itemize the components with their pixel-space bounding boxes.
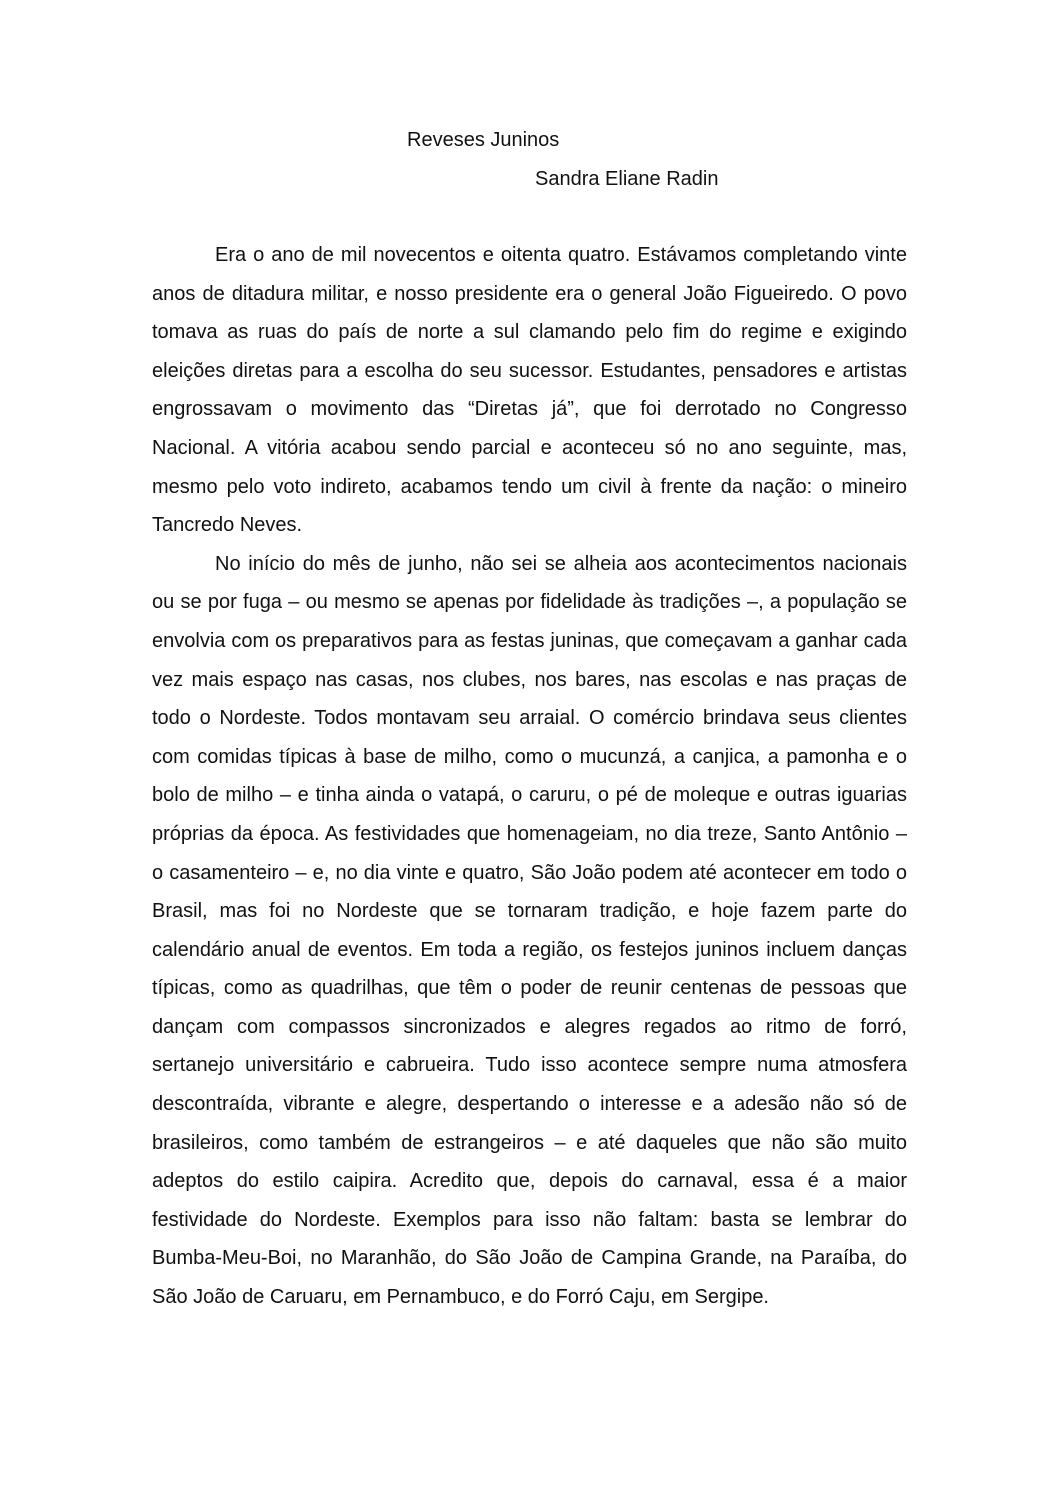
document-author: Sandra Eliane Radin [535,168,719,190]
paragraph-2: No início do mês de junho, não sei se alheia aos acontecimentos nacionais ou se por fuga – ou mesmo se apenas por fidelidade às tradições –, a população se envolvia com os preparativos para as festas juninas, que começavam a ganhar cada vez mais espaço nas casas, nos clubes, nos bares, nas escolas e nas praças de todo o Nordeste. Todos montavam seu arraial. O comércio brindava seus clientes com comidas típicas à base de milho, como o mucunzá, a canjica, a pamonha e o bolo de milho – e tinha ainda o vatapá, o caruru, o pé de moleque e outras iguarias próprias da época. As festividades que homenageiam, no dia treze, Santo Antônio – o casamenteiro – e, no dia vinte e quatro, São João podem até acontecer em todo o Brasil, mas foi no Nordeste que se tornaram tradição, e hoje fazem parte do calendário anual de eventos. Em toda a região, os festejos juninos incluem danças típicas, como as quadrilhas, que têm o poder de reunir centenas de pessoas que dançam com compassos sincronizados e alegres regados ao ritmo de forró, sertanejo universitário e cabrueira. Tudo isso acontece sempre numa atmosfera descontraída, vibrante e alegre, despertando o interesse e a adesão não só de brasileiros, como também de estrangeiros – e até daqueles que não são muito adeptos do estilo caipira. Acredito que, depois do carnaval, essa é a maior festividade do Nordeste. Exemplos para isso não faltam: basta se lembrar do Bumba-Meu-Boi, no Maranhão, do São João de Campina Grande, na Paraíba, do São João de Caruaru, em Pernambuco, e do Forró Caju, em Sergipe. [152,552,907,1309]
paragraph-1: Era o ano de mil novecentos e oitenta quatro. Estávamos completando vinte anos de ditadura militar, e nosso presidente era o general João Figueiredo. O povo tomava as ruas do país de norte a sul clamando pelo fim do regime e exigindo eleições diretas para a escolha do seu sucessor. Estudantes, pensadores e artistas engrossavam o movimento das “Diretas já”, que foi derrotado no Congresso Nacional. A vitória acabou sendo parcial e aconteceu só no ano seguinte, mas, mesmo pelo voto indireto, acabamos tendo um civil à frente da nação: o mineiro Tancredo Neves. [152,244,907,537]
document-title: Reveses Juninos [407,129,560,151]
document-body [152,236,907,1317]
